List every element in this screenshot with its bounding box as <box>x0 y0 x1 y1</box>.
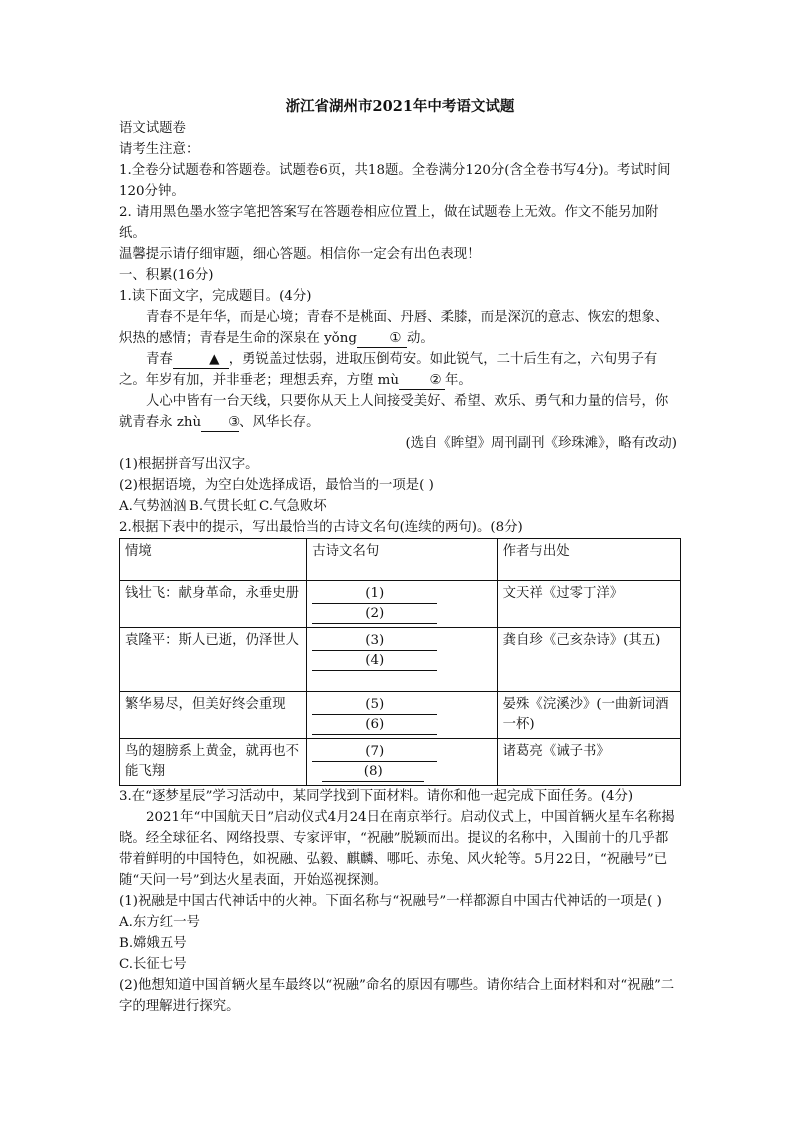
question-1-prompt: 1.读下面文字，完成题目。(4分) <box>119 289 312 304</box>
source-cell: 龚自珍《己亥杂诗》(其五) <box>497 628 680 692</box>
source-cell: 晏殊《浣溪沙》(一曲新词酒一杯) <box>497 692 680 739</box>
answer-cell <box>307 692 497 739</box>
notice-title: 请考生注意： <box>119 142 200 157</box>
option-c[interactable]: C.气急败坏 <box>259 499 327 514</box>
section-title: 一、积累(16分) <box>119 268 214 283</box>
answer-cell <box>307 581 497 628</box>
option-c[interactable]: C.长征七号 <box>119 957 187 972</box>
context-cell: 鸟的翅膀系上黄金，就再也不能飞翔 <box>120 739 307 786</box>
page-title: 浙江省湖州市2021年中考语文试题 <box>285 98 515 115</box>
context-cell: 钱壮飞：献身革命，永垂史册 <box>120 581 307 628</box>
table-row <box>120 581 681 628</box>
answer-blank[interactable]: (4) <box>312 652 437 671</box>
answer-blank[interactable]: (1) <box>312 585 437 604</box>
passage-text: 青春不是年华，而是心境；青春不是桃面、丹唇、柔膝，而是深沉的意志、恢宏的想象、炽热的感情；青春是生命的深泉在 yǒng <box>119 310 669 346</box>
answer-blank[interactable]: (8) <box>322 763 424 782</box>
question-3-prompt: 3.在“逐梦星辰”学习活动中，某同学找到下面材料。请你和他一起完成下面任务。(4分) <box>119 789 634 804</box>
option-b[interactable]: B.气贯长虹 <box>189 499 257 514</box>
question-1-sub-2: (2)根据语境，为空白处选择成语，最恰当的一项是( ) <box>119 478 434 493</box>
answer-blank[interactable]: (5) <box>312 696 437 715</box>
column-header: 作者与出处 <box>497 539 680 581</box>
paper-label: 语文试题卷 <box>119 121 186 136</box>
question-1-options <box>119 496 681 517</box>
option-b[interactable]: B.嫦娥五号 <box>119 936 187 951</box>
passage-text: 、风华长存。 <box>239 415 320 430</box>
passage-paragraph-2 <box>119 349 681 391</box>
exam-page <box>119 96 681 1017</box>
passage-source: (选自《眸望》周刊副刊《珍珠滩》，略有改动) <box>405 436 677 451</box>
fill-blank-triangle[interactable]: ▲ <box>173 352 229 369</box>
column-header: 情境 <box>120 539 307 581</box>
question-3-sub-1: (1)祝融是中国古代神话中的火神。下面名称与“祝融号”一样都源自中国古代神话的一项是( ) <box>119 894 662 909</box>
source-cell: 文天祥《过零丁洋》 <box>497 581 680 628</box>
column-header: 古诗文名句 <box>307 539 497 581</box>
passage-paragraph-1 <box>119 307 681 349</box>
fill-blank-2[interactable]: ② <box>399 373 445 390</box>
context-cell: 繁华易尽，但美好终会重现 <box>120 692 307 739</box>
source-cell: 诸葛亮《诫子书》 <box>497 739 680 786</box>
tip-text: 温馨提示请仔细审题，细心答题。相信你一定会有出色表现！ <box>119 247 481 262</box>
table-row <box>120 628 681 692</box>
material-paragraph: 2021年“中国航天日”启动仪式4月24日在南京举行。启动仪式上，中国首辆火星车名称揭晓。经全球征名、网络投票、专家评审，“祝融”脱颖而出。提议的名称中，入围前十的几乎都带着鲜明的中国特色，如祝融、弘毅、麒麟、哪吒、赤兔、风火轮等。5月22日，“祝融号”已随“天问一号”到达火星表面，开始巡视探测。 <box>119 810 675 888</box>
table-row <box>120 692 681 739</box>
answer-cell <box>307 739 497 786</box>
passage-text: 青春 <box>146 352 173 367</box>
passage-text: 年。 <box>445 373 472 388</box>
fill-blank-3[interactable]: ③ <box>201 415 239 432</box>
passage-paragraph-3 <box>119 391 681 433</box>
answer-blank[interactable]: (7) <box>312 743 437 762</box>
poem-table <box>119 538 681 786</box>
notice-item-2: 2. 请用黑色墨水签字笔把答案写在答题卷相应位置上，做在试题卷上无效。作文不能另加附纸。 <box>119 205 659 241</box>
passage-text: 动。 <box>406 331 434 346</box>
option-a[interactable]: A.气势汹汹 <box>119 499 187 514</box>
option-a[interactable]: A.东方红一号 <box>119 915 200 930</box>
fill-blank-1[interactable]: ① <box>357 331 407 348</box>
context-cell: 袁隆平：斯人已逝，仍泽世人 <box>120 628 307 692</box>
answer-blank[interactable]: (3) <box>312 632 437 651</box>
answer-blank[interactable]: (6) <box>312 716 437 735</box>
table-header-row <box>120 539 681 581</box>
question-1-sub-1: (1)根据拼音写出汉字。 <box>119 457 259 472</box>
question-3-sub-2: (2)他想知道中国首辆火星车最终以“祝融”命名的原因有哪些。请你结合上面材料和对“祝融”二字的理解进行探究。 <box>119 978 675 1014</box>
answer-cell <box>307 628 497 692</box>
notice-item-1: 1.全卷分试题卷和答题卷。试题卷6页，共18题。全卷满分120分(含全卷书写4分)。考试时间120分钟。 <box>119 163 671 199</box>
table-row <box>120 739 681 786</box>
question-2-prompt: 2.根据下表中的提示，写出最恰当的古诗文名句(连续的两句)。(8分) <box>119 520 523 535</box>
answer-blank[interactable]: (2) <box>312 605 437 624</box>
passage-text: 人心中皆有一台天线，只要你从天上人间接受美好、希望、欢乐、勇气和力量的信号，你就青春永 zhù <box>119 394 669 430</box>
passage-text: ，勇锐盖过怯弱，进取压倒苟安。如此锐气，二十后生有之，六旬男子有之。年岁有加，并非垂老；理想丢弃，方堕 mù <box>119 352 658 388</box>
